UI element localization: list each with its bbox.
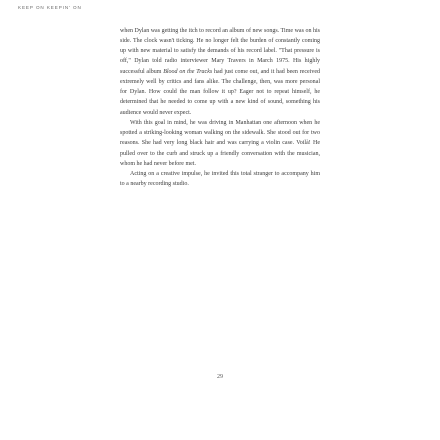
body-text bbox=[120, 26, 320, 190]
paragraph-2: With this goal in mind, he was driving in Manhattan one afternoon when he spotted a striking-looking woman walking on the sidewalk. She stood out for two reasons. She had very long black hair and was carrying a violin case. Voilà! He pulled over to the curb and struck up a friendly conversation with the musician, whom he had never before met. bbox=[120, 119, 320, 167]
paragraph-1-text-a: when Dylan was getting the itch to record an album of new songs. Time was on his side. The clock wasn't ticking. He no longer felt the burden of constantly coming up with new material to satisfy the demands of his record label. "That pressure is off," Dylan told radio interviewer Mary Travers in March 1975. His highly successful album bbox=[120, 27, 320, 75]
paragraph-1-text-b: had just come out, and it had been received extremely well by critics and fans alike. The challenge, then, was more personal for Dylan. How could the man follow it up? Eager not to repeat himself, he determined that he needed to come up with a new kind of sound, something his audience would never expect. bbox=[120, 68, 321, 116]
page-number: 29 bbox=[217, 374, 223, 380]
paragraph-1 bbox=[120, 26, 320, 118]
paragraph-3: Acting on a creative impulse, he invited this total stranger to accompany him to a nearby recording studio. bbox=[120, 171, 320, 188]
running-head: KEEP ON KEEPIN' ON bbox=[18, 5, 82, 10]
album-title: Blood on the Tracks bbox=[163, 68, 213, 75]
